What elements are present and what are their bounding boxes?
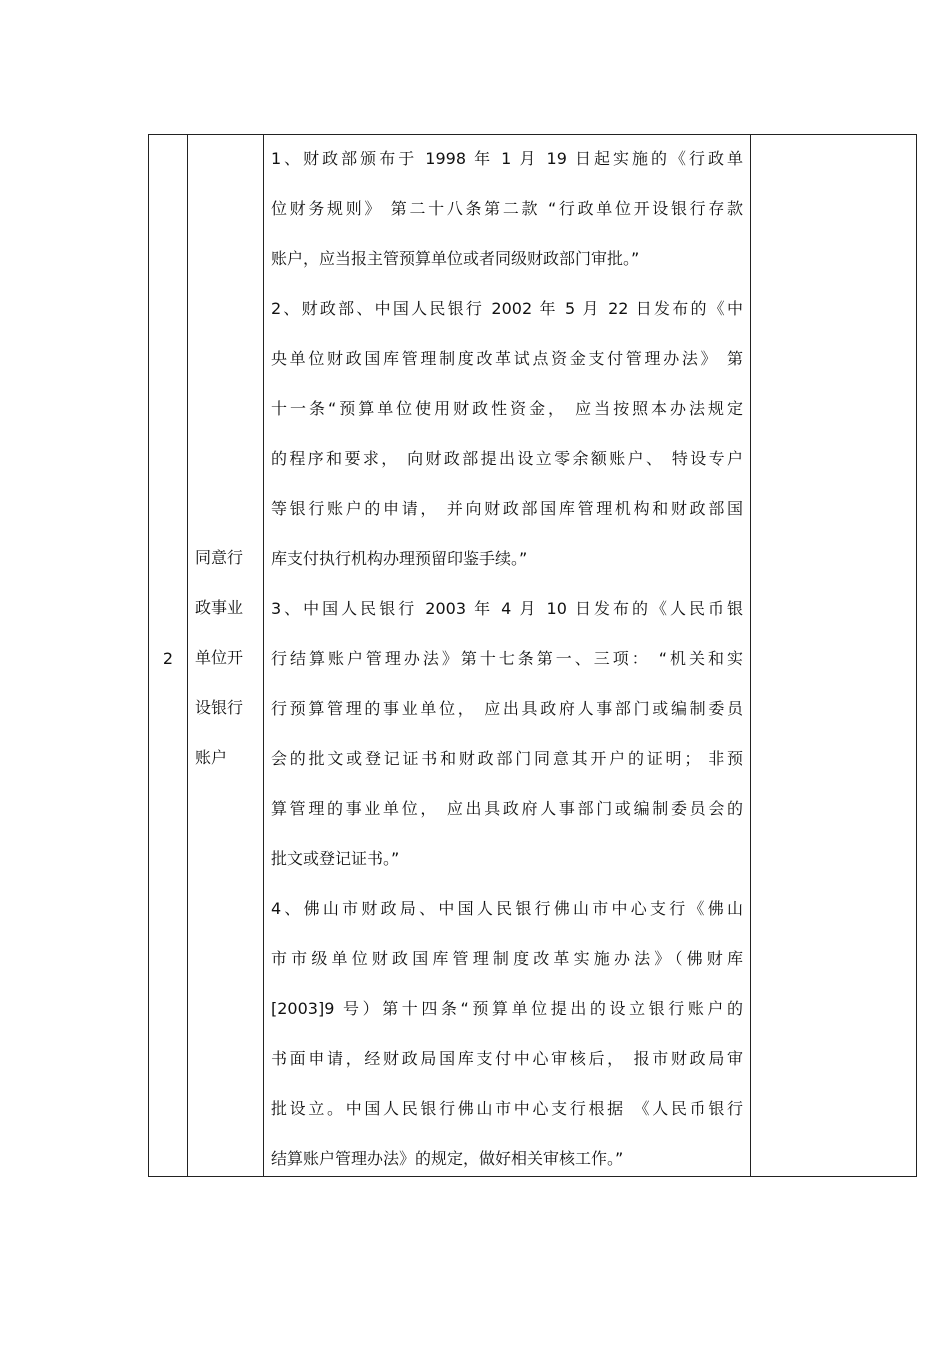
- legal-basis-line: 库支付执行机构办理预留印鉴手续。”: [271, 549, 528, 568]
- legal-basis-line: 3、中国人民银行 2003 年 4 月 10 日发布的《人民币银: [271, 599, 743, 618]
- legal-basis-line: 账户，应当报主管预算单位或者同级财政部门审批。”: [271, 249, 640, 268]
- item-title-line: 账户: [195, 748, 228, 767]
- row-number: 2: [162, 649, 174, 668]
- legal-basis-line: 等银行账户的申请， 并向财政部国库管理机构和财政部国: [271, 499, 743, 518]
- legal-basis-line: 1、财政部颁布于 1998 年 1 月 19 日起实施的《行政单: [271, 149, 743, 168]
- row-number-cell: [149, 135, 187, 1176]
- legal-basis-line: 结算账户管理办法》的规定，做好相关审核工作。”: [271, 1149, 624, 1168]
- item-title-cell: [187, 135, 263, 1176]
- legal-basis-line: 会的批文或登记证书和财政部门同意其开户的证明； 非预: [271, 749, 743, 768]
- legal-basis-line: 行预算管理的事业单位， 应出具政府人事部门或编制委员: [271, 699, 743, 718]
- legal-basis-line: 十一条“预算单位使用财政性资金， 应当按照本办法规定: [271, 399, 743, 418]
- regulation-table: [148, 134, 917, 1177]
- legal-basis-line: 央单位财政国库管理制度改革试点资金支付管理办法》 第: [271, 349, 743, 368]
- legal-basis-line: 位财务规则》 第二十八条第二款 “行政单位开设银行存款: [271, 199, 743, 218]
- legal-basis-line: 行结算账户管理办法》第十七条第一、三项： “机关和实: [271, 649, 743, 668]
- legal-basis-line: 2、财政部、中国人民银行 2002 年 5 月 22 日发布的《中: [271, 299, 743, 318]
- legal-basis-line: 批设立。中国人民银行佛山市中心支行根据 《人民币银行: [271, 1099, 743, 1118]
- legal-basis-line: 市市级单位财政国库管理制度改革实施办法》（佛财库: [271, 949, 743, 968]
- item-title-line: 政事业: [195, 598, 244, 617]
- legal-basis-line: 书面申请，经财政局国库支付中心审核后， 报市财政局审: [271, 1049, 743, 1068]
- legal-basis-line: 批文或登记证书。”: [271, 849, 400, 868]
- legal-basis-line: [2003]9 号）第十四条“预算单位提出的设立银行账户的: [271, 999, 743, 1018]
- legal-basis-line: 的程序和要求， 向财政部提出设立零余额账户、 特设专户: [271, 449, 743, 468]
- legal-basis-line: 算管理的事业单位， 应出具政府人事部门或编制委员会的: [271, 799, 743, 818]
- item-title-line: 单位开: [195, 648, 244, 667]
- legal-basis-line: 4、佛山市财政局、中国人民银行佛山市中心支行《佛山: [271, 899, 743, 918]
- remark-cell: [750, 135, 916, 1176]
- item-title-line: 同意行: [195, 548, 244, 567]
- item-title-line: 设银行: [195, 698, 244, 717]
- legal-basis-cell: [263, 135, 750, 1176]
